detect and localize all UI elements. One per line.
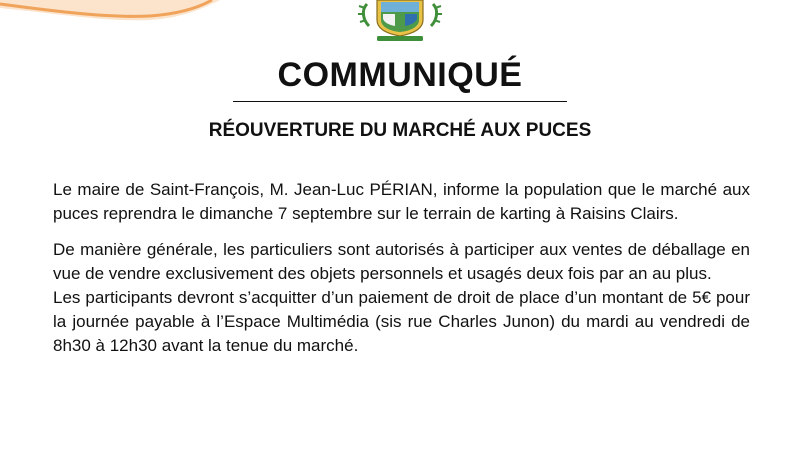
communique-body	[53, 178, 750, 358]
municipal-crest-icon	[355, 0, 445, 42]
paragraph-payment: Les participants devront s’acquitter d’un paiement de droit de place d’un montant de 5€ pour la journée payable à l’Espace Multimédia (sis rue Charles Junon) du mardi au vendredi de 8h30 à 12h30 avant la tenue du marché.	[53, 288, 750, 355]
subtitle: RÉOUVERTURE DU MARCHÉ AUX PUCES	[208, 120, 592, 141]
page-title: COMMUNIQUÉ	[277, 56, 523, 94]
paragraph-rules: De manière générale, les particuliers sont autorisés à participer aux ventes de déballage en vue de vendre exclusivement des objets personnels et usagés deux fois par an au plus.	[53, 240, 750, 283]
title-underline	[233, 101, 567, 102]
corner-decoration	[0, 0, 220, 40]
paragraph-announcement: Le maire de Saint-François, M. Jean-Luc PÉRIAN, informe la population que le marché aux puces reprendra le dimanche 7 septembre sur le terrain de karting à Raisins Clairs.	[53, 180, 750, 223]
